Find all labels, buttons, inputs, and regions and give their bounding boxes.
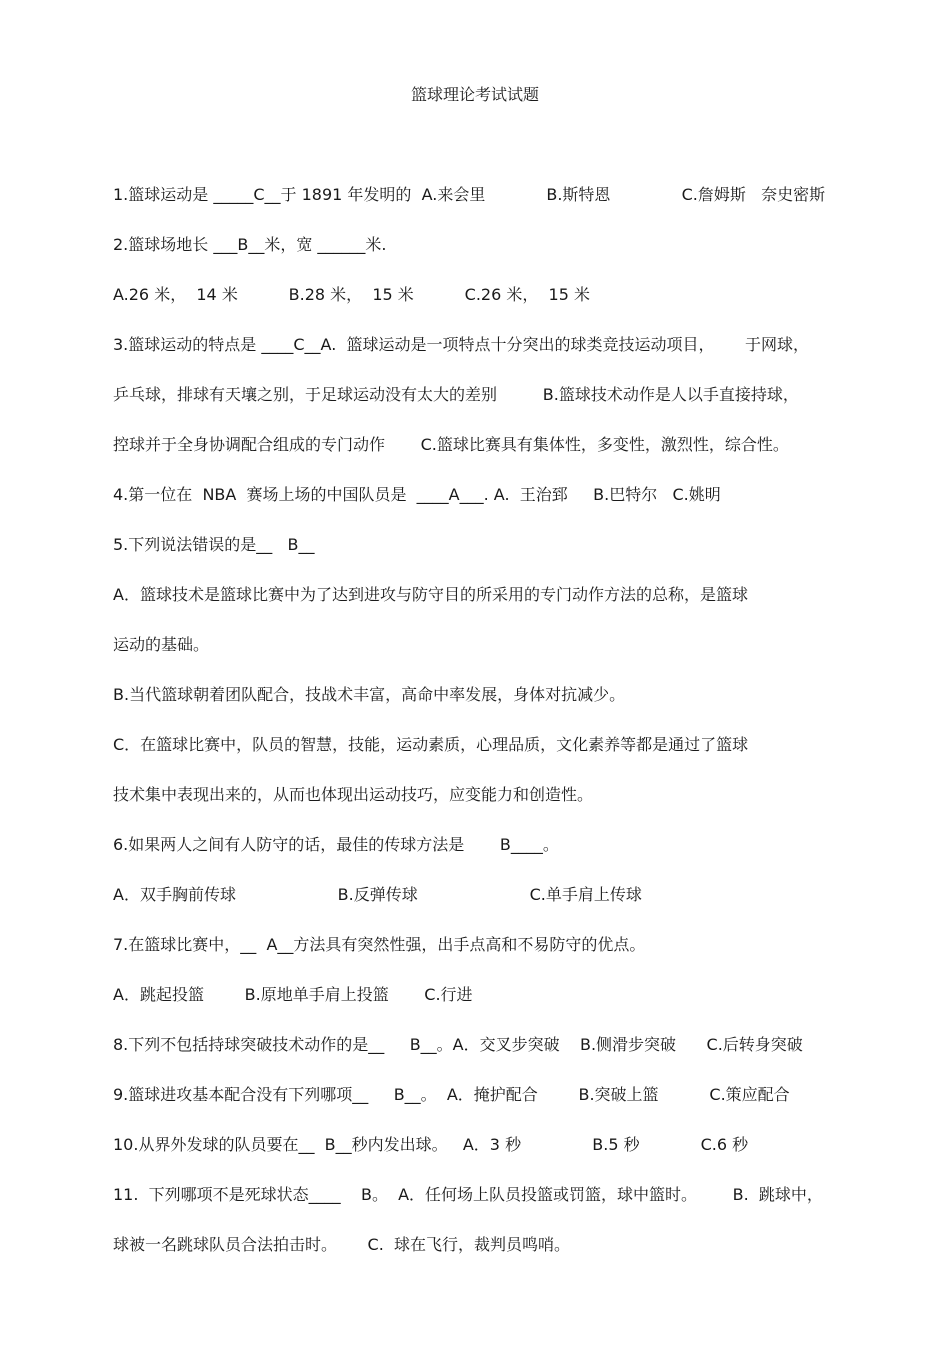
- question-1-line: 1.篮球运动是 _____C__于 1891 年发明的 A.来会里 B.斯特恩 C.詹姆斯 奈史密斯: [113, 185, 826, 204]
- question-10-line: 10.从界外发球的队员要在__ B__秒内发出球。 A．3 秒 B.5 秒 C.6 秒: [113, 1135, 749, 1154]
- question-7-line: 7.在篮球比赛中，__ A__方法具有突然性强，出手点高和不易防守的优点。: [113, 935, 646, 954]
- question-3-continued: 控球并于全身协调配合组成的专门动作 C.篮球比赛具有集体性，多变性，激烈性，综合性。: [113, 435, 789, 454]
- question-3-line: 3.篮球运动的特点是 ____C__A. 篮球运动是一项特点十分突出的球类竞技运动项目， 于网球，: [113, 335, 809, 354]
- question-11-continued: 球被一名跳球队员合法拍击时。 C. 球在飞行，裁判员鸣哨。: [113, 1235, 570, 1254]
- question-5-line: 5.下列说法错误的是__ B__: [113, 535, 315, 554]
- question-5-option-a-continued: 运动的基础。: [113, 635, 210, 654]
- question-5-option-c-continued: 技术集中表现出来的，从而也体现出运动技巧，应变能力和创造性。: [113, 785, 594, 804]
- question-11-line: 11. 下列哪项不是死球状态____ B。 A．任何场上队员投篮或罚篮，球中篮时。 B. 跳球中，: [113, 1185, 823, 1204]
- question-8-line: 8.下列不包括持球突破技术动作的是__ B__。A．交叉步突破 B.侧滑步突破 C.后转身突破: [113, 1035, 803, 1054]
- page-title: 篮球理论考试试题: [410, 85, 539, 104]
- question-6-line: 6.如果两人之间有人防守的话，最佳的传球方法是 B____。: [113, 835, 559, 854]
- question-2-line: 2.篮球场地长 ___B__米，宽 ______米.: [113, 235, 387, 254]
- question-6-options: A．双手胸前传球 B.反弹传球 C.单手肩上传球: [113, 885, 642, 904]
- question-5-option-c: C．在篮球比赛中，队员的智慧，技能，运动素质，心理品质，文化素养等都是通过了篮球: [113, 735, 749, 754]
- question-5-option-a: A．篮球技术是篮球比赛中为了达到进攻与防守目的所采用的专门动作方法的总称，是篮球: [113, 585, 748, 604]
- question-4-line: 4.第一位在 NBA 赛场上场的中国队员是 ____A___. A. 王治郅 B.巴特尔 C.姚明: [113, 485, 721, 504]
- question-5-option-b: B.当代篮球朝着团队配合，技战术丰富，高命中率发展，身体对抗减少。: [113, 685, 626, 704]
- question-9-line: 9.篮球进攻基本配合没有下列哪项__ B__。 A．掩护配合 B.突破上篮 C.策应配合: [113, 1085, 790, 1104]
- question-7-options: A．跳起投篮 B.原地单手肩上投篮 C.行进: [113, 985, 473, 1004]
- question-3-continued: 乒乓球，排球有天壤之别，于足球运动没有太大的差别 B.篮球技术动作是人以手直接持球，: [113, 385, 799, 404]
- question-2-options: A.26 米， 14 米 B.28 米， 15 米 C.26 米， 15 米: [113, 285, 590, 304]
